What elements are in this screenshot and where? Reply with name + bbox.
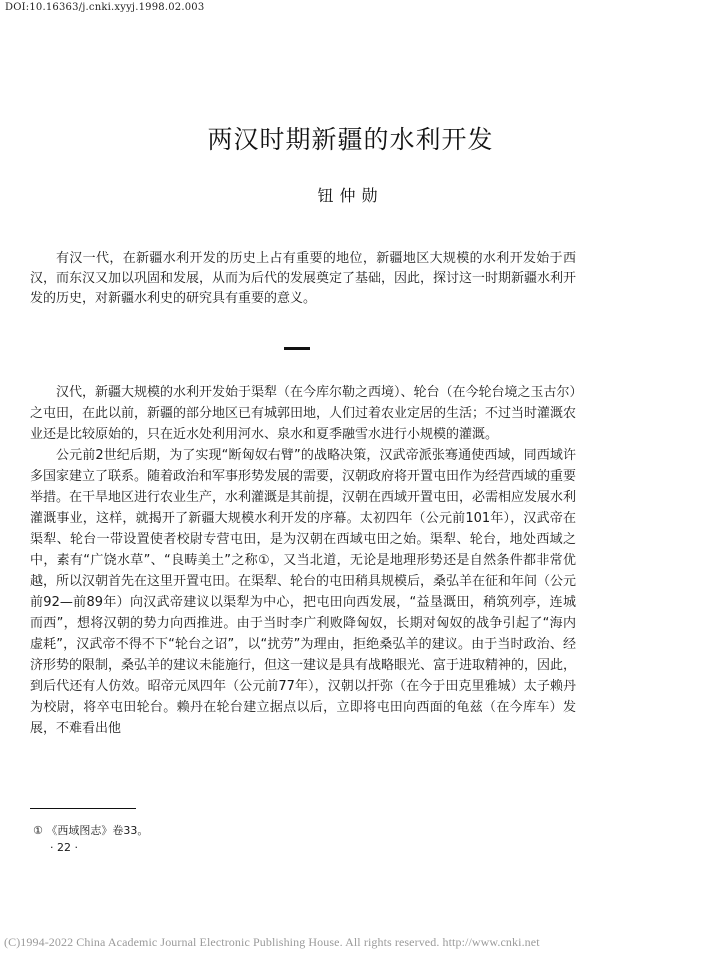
doi-header: DOI:10.16363/j.cnki.xyyj.1998.02.003 — [5, 2, 205, 13]
author-name: 钮仲勋 — [317, 186, 384, 205]
footnote: ① 《西域图志》卷33。 — [33, 824, 149, 837]
section-number-one — [284, 347, 310, 350]
page-number: · 22 · — [50, 841, 78, 854]
abstract-paragraph: 有汉一代，在新疆水利开发的历史上占有重要的地位，新疆地区大规模的水利开发始于西汉，而东汉又加以巩固和发展，从而为后代的发展奠定了基础，因此，探讨这一时期新疆水利开发的历史，对新疆水利史的研究具有重要的意义。 — [30, 251, 577, 306]
body-paragraph-1: 汉代，新疆大规模的水利开发始于渠犁（在今库尔勒之西境）、轮台（在今轮台境之玉古尔）之屯田，在此以前，新疆的部分地区已有城郭田地，人们过着农业定居的生活；不过当时灌溉农业还是比较原始的，只在近水处利用河水、泉水和夏季融雪水进行小规模的灌溉。 — [30, 385, 577, 442]
footnote-divider — [30, 808, 136, 809]
copyright-watermark: (C)1994-2022 China Academic Journal Electronic Publishing House. All rights reserved. http://www.cnki.net — [4, 935, 540, 949]
article-title: 两汉时期新疆的水利开发 — [207, 125, 494, 154]
body-paragraph-2: 公元前2世纪后期，为了实现“断匈奴右臂”的战略决策，汉武帝派张骞通使西域，同西域许多国家建立了联系。随着政治和军事形势发展的需要，汉朝政府将开置屯田作为经营西域的重要举措。在干旱地区进行农业生产，水利灌溉是其前提，汉朝在西域开置屯田，必需相应发展水利灌溉事业，这样，就揭开了新疆大规模水利开发的序幕。太初四年（公元前101年），汉武帝在渠犁、轮台一带设置使者校尉专营屯田，是为汉朝在西域屯田之始。渠犁、轮台，地处西域之中，素有“广饶水草”、“良畴美土”之称①，又当北道，无论是地理形势还是自然条件都非常优越，所以汉朝首先在这里开置屯田。在渠犁、轮台的屯田稍具规模后，桑弘羊在征和年间（公元前92—前89年）向汉武帝建议以渠犁为中心，把屯田向西发展，“益垦溉田，稍筑列亭，连城而西”，想将汉朝的势力向西推进。由于当时李广利败降匈奴，长期对匈奴的战争引起了“海内虚耗”，汉武帝不得不下“轮台之诏”，以“扰劳”为理由，拒绝桑弘羊的建议。由于当时政治、经济形势的限制，桑弘羊的建议未能施行，但这一建议是具有战略眼光、富于进取精神的，因此，到后代还有人仿效。昭帝元凤四年（公元前77年），汉朝以扞弥（在今于田克里雅城）太子赖丹为校尉，将卒屯田轮台。赖丹在轮台建立据点以后，立即将屯田向西面的龟兹（在今库车）发展，不难看出他 — [30, 448, 577, 736]
body-text — [30, 382, 576, 739]
